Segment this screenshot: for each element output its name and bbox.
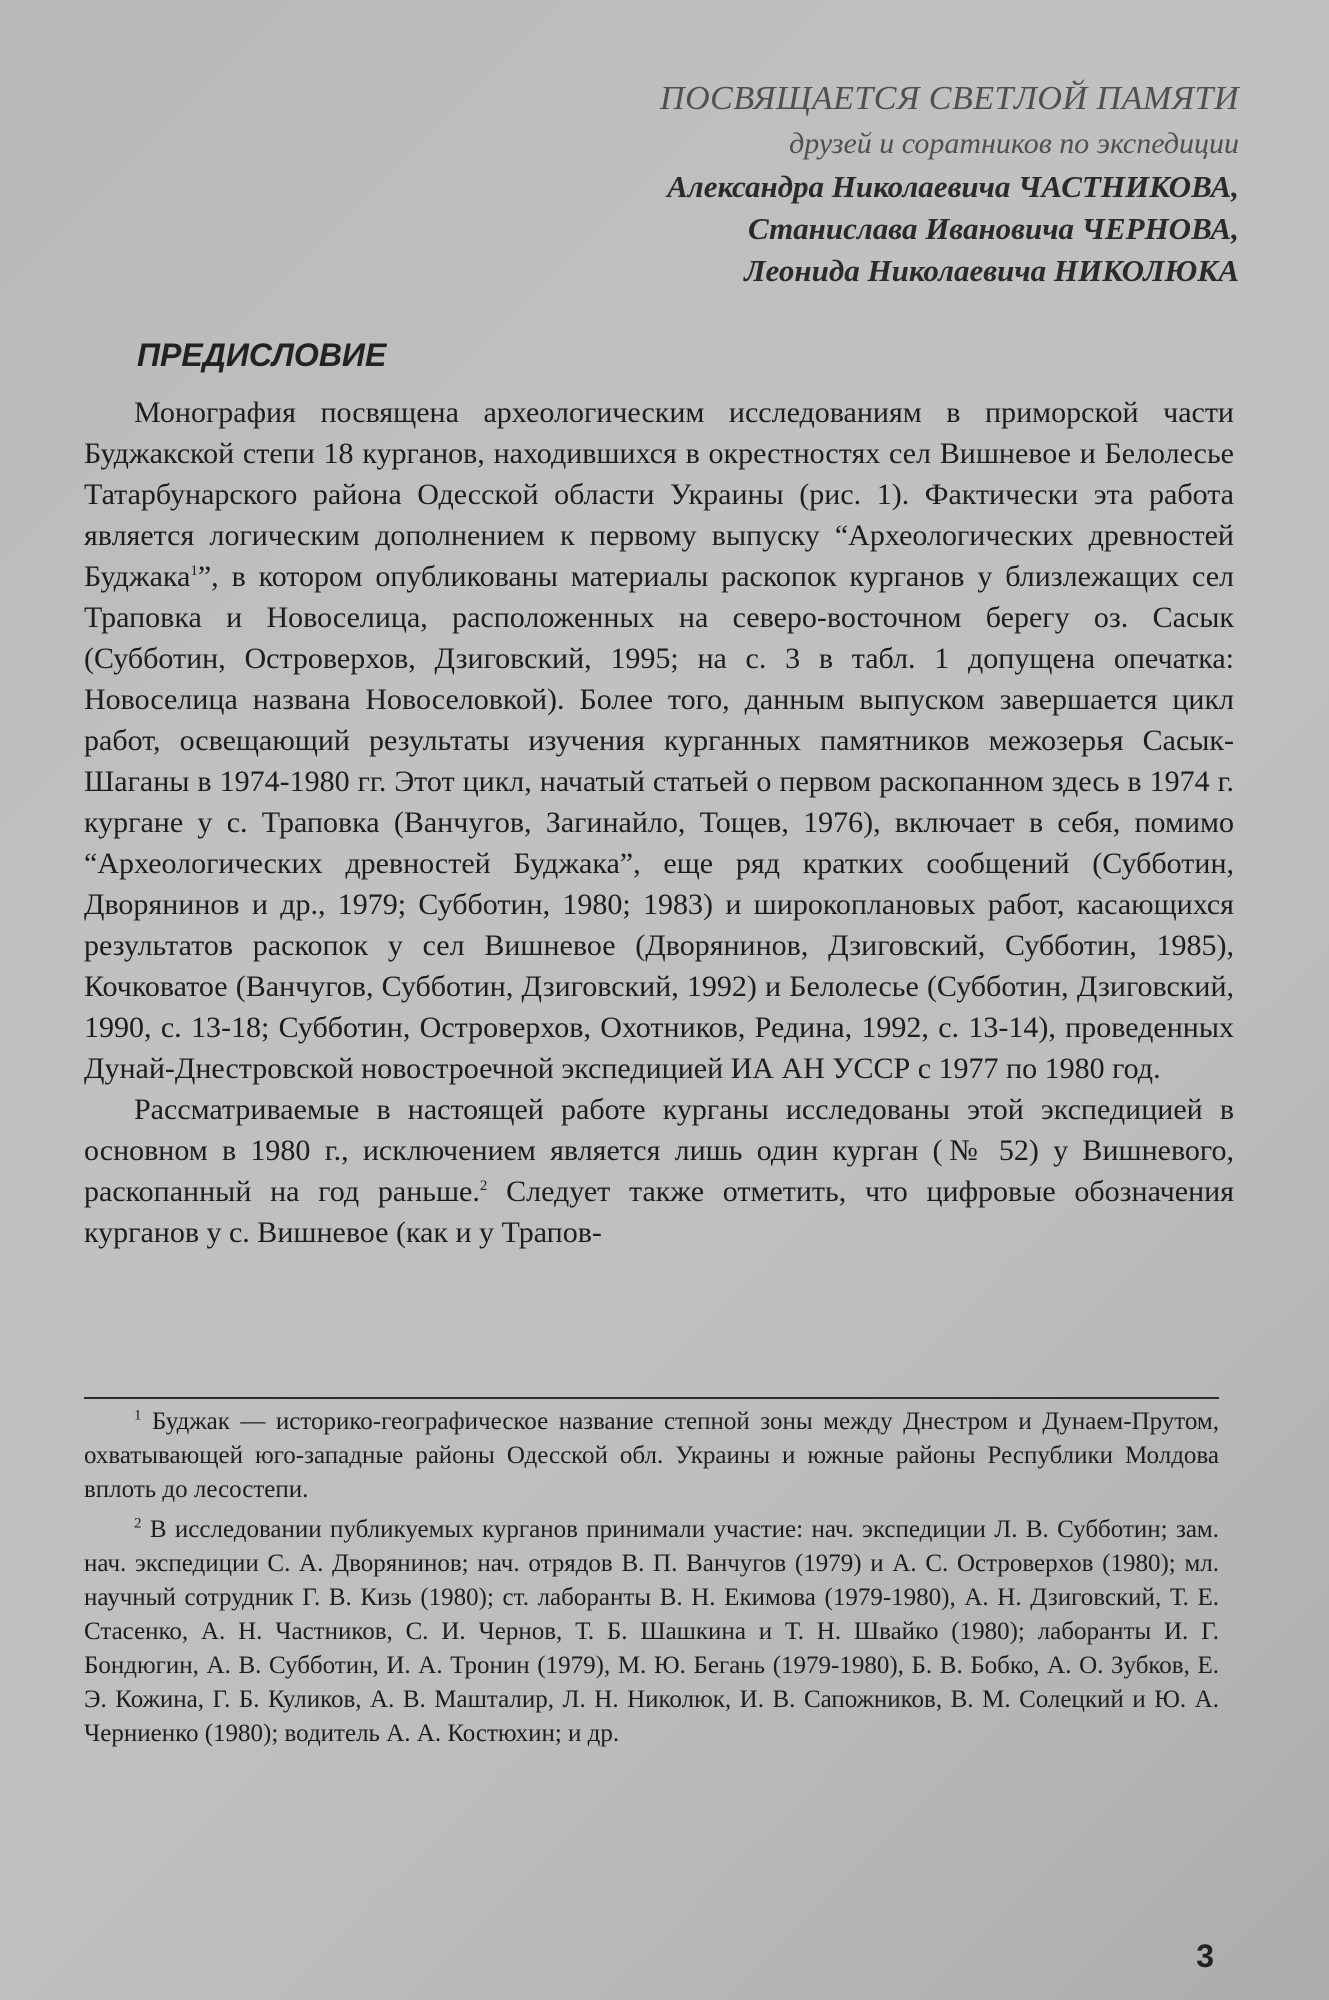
footnote-mark: 2 — [134, 1515, 142, 1532]
preface-body — [84, 392, 1234, 1253]
paragraph — [84, 1089, 1234, 1253]
paragraph-text: Рассматриваемые в настоящей работе курганы исследованы этой экспедицией в основном в 1980 г., исключением является лишь один курган (№ 52) у Вишневого, раскопанный на год раньше. — [84, 1093, 1234, 1208]
footnotes — [84, 1397, 1219, 1757]
footnote — [84, 1405, 1219, 1507]
paragraph-text: Монография посвящена археологическим исследованиям в приморской части Буджакской степи 18 курганов, находившихся в окрестностях сел Вишневое и Белолесье Татарбунарского района Одесской области Украины (рис. 1). Фактически эта работа является логическим дополнением к первому выпуску “Археологических древностей Буджака — [84, 396, 1234, 593]
dedication-subtitle: друзей и соратников по экспедиции — [789, 127, 1239, 160]
paragraph-text: ”, в котором опубликованы материалы раскопок курганов у близлежащих сел Траповка и Новоселица, расположенных на северо-восточном берегу оз. Сасык (Субботин, Островерхов, Дзиговский, 1995; на с. 3 в табл. 1 допущена опечатка: Новоселица названа Новоселовкой). Более того, данным выпуском завершается цикл работ, освещающий результаты изучения курганных памятников межозерья Сасык-Шаганы в 1974-1980 гг. Этот цикл, начатый статьей о первом раскопанном здесь в 1974 г. кургане у с. Траповка (Ванчугов, Загинайло, Тощев, 1976), включает в себя, помимо “Археологических древностей Буджака”, еще ряд кратких сообщений (Субботин, Дворянинов и др., 1979; Субботин, 1980; 1983) и широкоплановых работ, касающихся результатов раскопок у сел Вишневое (Дворянинов, Дзиговский, Субботин, 1985), Кочковатое (Ванчугов, Субботин, Дзиговский, 1992) и Белолесье (Субботин, Дзиговский, 1990, с. 13-18; Субботин, Островерхов, Охотников, Редина, 1992, с. 13-14), проведенных Дунай-Днестровской новостроечной экспедицией ИА АН УССР с 1977 по 1980 год. — [84, 560, 1234, 1085]
dedication-title: ПОСВЯЩАЕТСЯ СВЕТЛОЙ ПАМЯТИ — [660, 80, 1239, 117]
dedication-name: Александра Николаевича ЧАСТНИКОВА, — [667, 169, 1239, 204]
footnote-mark: 1 — [134, 1407, 142, 1424]
paragraph-text: Следует также отметить, что цифровые обозначения курганов у с. Вишневое (как и у Трапов- — [84, 1175, 1234, 1249]
footnote — [84, 1513, 1219, 1751]
dedication-name: Леонида Николаевича НИКОЛЮКА — [744, 253, 1239, 288]
footnote-ref: 1 — [190, 563, 198, 579]
paragraph — [84, 392, 1234, 1089]
footnote-text: В исследовании публикуемых курганов принимали участие: нач. экспедиции Л. В. Субботин; зам. нач. экспедиции С. А. Дворянинов; нач. отрядов В. П. Ванчугов (1979) и А. С. Островерхов (1980); мл. научный сотрудник Г. В. Кизь (1980); ст. лаборанты В. Н. Екимова (1979-1980), А. Н. Дзиговский, Т. Е. Стасенко, А. Н. Частников, С. И. Чернов, Т. Б. Шашкина и Т. Н. Швайко (1980); лаборанты И. Г. Бондюгин, А. В. Субботин, И. А. Тронин (1979), М. Ю. Бегань (1979-1980), Б. В. Бобко, А. О. Зубков, Е. Э. Кожина, Г. Б. Куликов, А. В. Машталир, Л. Н. Николюк, И. В. Сапожников, В. М. Солецкий и Ю. А. Черниенко (1980); водитель А. А. Костюхин; и др. — [84, 1516, 1219, 1747]
dedication-name: Станислава Ивановича ЧЕРНОВА, — [747, 211, 1239, 246]
footnote-ref: 2 — [479, 1178, 488, 1194]
page-number: 3 — [1196, 1938, 1214, 1974]
section-heading: ПРЕДИСЛОВИЕ — [137, 337, 387, 373]
footnote-text: Буджак — историко-географическое название степной зоны между Днестром и Дунаем-Прутом, охватывающей юго-западные районы Одесской обл. Украины и южные районы Республики Молдова вплоть до лесостепи. — [84, 1408, 1219, 1503]
dedication-block — [339, 76, 1239, 292]
